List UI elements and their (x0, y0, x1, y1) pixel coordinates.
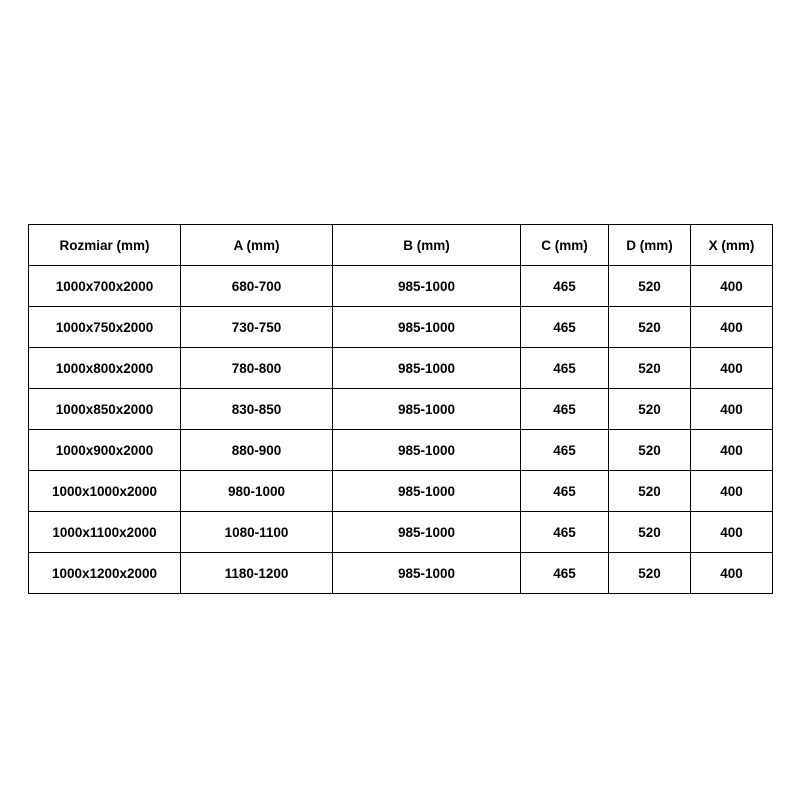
cell-x: 400 (691, 471, 773, 512)
column-header-a: A (mm) (181, 225, 333, 266)
cell-a: 730-750 (181, 307, 333, 348)
cell-x: 400 (691, 307, 773, 348)
cell-b: 985-1000 (333, 553, 521, 594)
cell-d: 520 (609, 512, 691, 553)
table-row (29, 266, 773, 307)
cell-a: 680-700 (181, 266, 333, 307)
table-row (29, 553, 773, 594)
cell-a: 880-900 (181, 430, 333, 471)
dimensions-table (28, 224, 773, 594)
cell-a: 1180-1200 (181, 553, 333, 594)
cell-c: 465 (521, 553, 609, 594)
cell-b: 985-1000 (333, 348, 521, 389)
table-header (29, 225, 773, 266)
cell-c: 465 (521, 266, 609, 307)
table-row (29, 430, 773, 471)
column-header-b: B (mm) (333, 225, 521, 266)
cell-d: 520 (609, 348, 691, 389)
column-header-c: C (mm) (521, 225, 609, 266)
cell-size: 1000x700x2000 (29, 266, 181, 307)
cell-x: 400 (691, 266, 773, 307)
table-row (29, 512, 773, 553)
table-row (29, 348, 773, 389)
cell-b: 985-1000 (333, 430, 521, 471)
column-header-d: D (mm) (609, 225, 691, 266)
cell-x: 400 (691, 348, 773, 389)
cell-size: 1000x1200x2000 (29, 553, 181, 594)
table-row (29, 307, 773, 348)
cell-c: 465 (521, 471, 609, 512)
cell-d: 520 (609, 307, 691, 348)
cell-size: 1000x850x2000 (29, 389, 181, 430)
cell-d: 520 (609, 389, 691, 430)
table-body (29, 266, 773, 594)
cell-a: 980-1000 (181, 471, 333, 512)
cell-c: 465 (521, 512, 609, 553)
cell-b: 985-1000 (333, 512, 521, 553)
cell-d: 520 (609, 266, 691, 307)
cell-a: 780-800 (181, 348, 333, 389)
column-header-size: Rozmiar (mm) (29, 225, 181, 266)
cell-c: 465 (521, 430, 609, 471)
cell-size: 1000x750x2000 (29, 307, 181, 348)
cell-c: 465 (521, 307, 609, 348)
column-header-x: X (mm) (691, 225, 773, 266)
cell-a: 1080-1100 (181, 512, 333, 553)
cell-b: 985-1000 (333, 266, 521, 307)
table-header-row (29, 225, 773, 266)
cell-b: 985-1000 (333, 389, 521, 430)
cell-x: 400 (691, 389, 773, 430)
cell-x: 400 (691, 512, 773, 553)
cell-b: 985-1000 (333, 307, 521, 348)
cell-size: 1000x1000x2000 (29, 471, 181, 512)
cell-a: 830-850 (181, 389, 333, 430)
cell-size: 1000x1100x2000 (29, 512, 181, 553)
cell-size: 1000x900x2000 (29, 430, 181, 471)
table-row (29, 389, 773, 430)
cell-b: 985-1000 (333, 471, 521, 512)
cell-x: 400 (691, 553, 773, 594)
cell-d: 520 (609, 553, 691, 594)
dimensions-table-container (28, 224, 772, 594)
table-row (29, 471, 773, 512)
cell-d: 520 (609, 430, 691, 471)
cell-c: 465 (521, 389, 609, 430)
cell-c: 465 (521, 348, 609, 389)
cell-x: 400 (691, 430, 773, 471)
cell-size: 1000x800x2000 (29, 348, 181, 389)
cell-d: 520 (609, 471, 691, 512)
